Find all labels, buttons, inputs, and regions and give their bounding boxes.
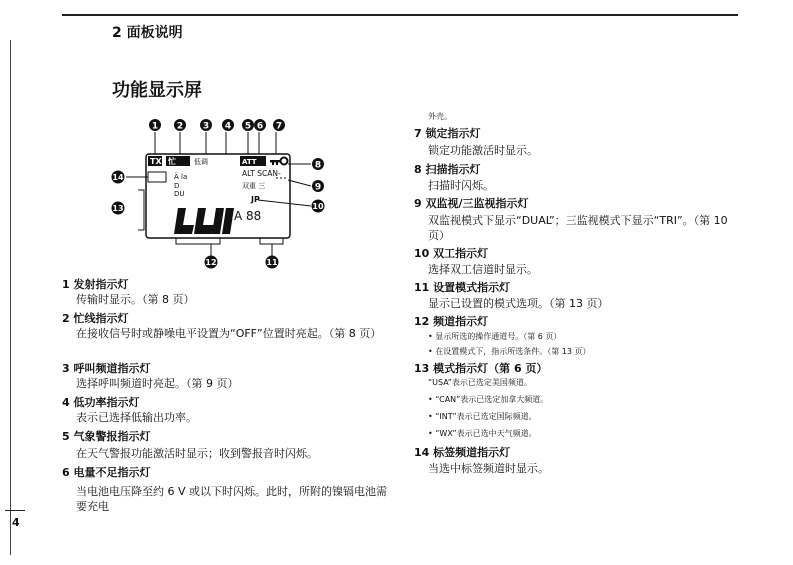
item-10-heading: 10 双工指示灯	[414, 247, 489, 260]
item-13-bullet-4: • “WX”表示已选中天气频道。	[428, 429, 537, 438]
item-11-heading: 11 设置模式指示灯	[414, 281, 511, 294]
margin-rule	[10, 40, 11, 555]
section-title: 2 面板说明	[112, 25, 183, 41]
att-indicator: ATT	[242, 158, 257, 166]
lcd-diagram	[108, 112, 340, 272]
page-number: 4	[12, 516, 20, 529]
item-9-heading: 9 双监视/三监视指示灯	[414, 197, 529, 210]
mode-du-indicator: DU	[174, 190, 185, 198]
item-8-text: 扫描时闪烁。	[428, 179, 494, 192]
item-3-heading: 3 呼叫频道指示灯	[62, 362, 151, 375]
svg-text:14: 14	[112, 173, 124, 182]
svg-text:5: 5	[244, 121, 252, 132]
key-icon	[270, 158, 288, 166]
item-1-text: 传输时显示。（第 8 页）	[76, 293, 195, 306]
low-power-indicator: 低调	[194, 158, 208, 166]
duplex-indicator: JP	[251, 195, 260, 204]
item-2-text: 在接收信号时或静噪电平设置为“OFF”位置时亮起。（第 8 页）	[76, 327, 382, 340]
item-4-text: 表示已选择低输出功率。	[76, 411, 197, 424]
item-5-heading: 5 气象警报指示灯	[62, 430, 151, 443]
item-11-text: 显示已设置的模式选项。（第 13 页）	[428, 297, 609, 310]
dual-indicator: 双重 三	[242, 182, 266, 190]
page-title: 功能显示屏	[112, 80, 202, 101]
svg-text:11: 11	[266, 258, 278, 267]
busy-indicator: 忙	[168, 157, 176, 166]
item-2-heading: 2 忙线指示灯	[62, 312, 129, 325]
item-12-bullet-1: • 显示所选的操作通道号。（第 6 页）	[428, 332, 562, 341]
page-number-rule	[5, 510, 25, 511]
item-5-text: 在天气警报功能激活时显示；收到警报音时闪烁。	[76, 447, 318, 460]
svg-text:6: 6	[256, 121, 264, 132]
tx-indicator: TX	[150, 157, 162, 166]
item-6-heading: 6 电量不足指示灯	[62, 466, 151, 479]
svg-text:3: 3	[202, 121, 210, 132]
svg-text:13: 13	[112, 204, 124, 213]
item-12-bullet-2: • 在设置模式下，指示所选条件。（第 13 页）	[428, 347, 591, 356]
channel-digits	[174, 208, 234, 234]
item-12-heading: 12 频道指示灯	[414, 315, 489, 328]
item-4-heading: 4 低功率指示灯	[62, 396, 140, 409]
item-13-bullet-1: “USA”表示已选定美国频道。	[428, 378, 532, 387]
item-7-text: 锁定功能激活时显示。	[428, 144, 538, 157]
item-14-text: 当选中标签频道时显示。	[428, 462, 549, 475]
item-1-heading: 1 发射指示灯	[62, 278, 129, 291]
mode-d-indicator: D	[174, 182, 180, 190]
svg-text:10: 10	[312, 202, 324, 211]
mode-usa-indicator: Ä la	[174, 173, 188, 181]
item-7-heading: 7 锁定指示灯	[414, 127, 481, 140]
continued-note: 外壳。	[428, 112, 452, 121]
svg-text:7: 7	[275, 121, 283, 132]
svg-text:4: 4	[224, 121, 232, 132]
item-8-heading: 8 扫描指示灯	[414, 163, 481, 176]
svg-text:1: 1	[151, 121, 159, 132]
item-10-text: 选择双工信道时显示。	[428, 263, 538, 276]
item-6-text: 当电池电压降至约 6 V 或以下时闪烁。此时，所附的镍镉电池需要充电	[76, 485, 388, 513]
callout-markers	[112, 119, 325, 269]
channel-number: A 88	[234, 209, 262, 223]
top-rule	[62, 14, 738, 16]
item-13-bullet-3: • “INT”表示已选定国际频道。	[428, 412, 537, 421]
item-13-bullet-2: • “CAN”表示已选定加拿大频道。	[428, 395, 549, 404]
svg-text:12: 12	[205, 258, 217, 267]
alt-scan-indicator: ALT SCAN-	[242, 169, 281, 178]
item-13-heading: 13 模式指示灯（第 6 页）	[414, 362, 548, 375]
svg-text:9: 9	[314, 182, 322, 193]
item-9-text: 双监视模式下显示“DUAL”；三监视模式下显示“TRI”。（第 10 页）	[428, 214, 728, 242]
item-3-text: 选择呼叫频道时亮起。（第 9 页）	[76, 377, 239, 390]
svg-text:2: 2	[176, 121, 184, 132]
item-14-heading: 14 标签频道指示灯	[414, 446, 511, 459]
svg-text:8: 8	[314, 160, 322, 171]
